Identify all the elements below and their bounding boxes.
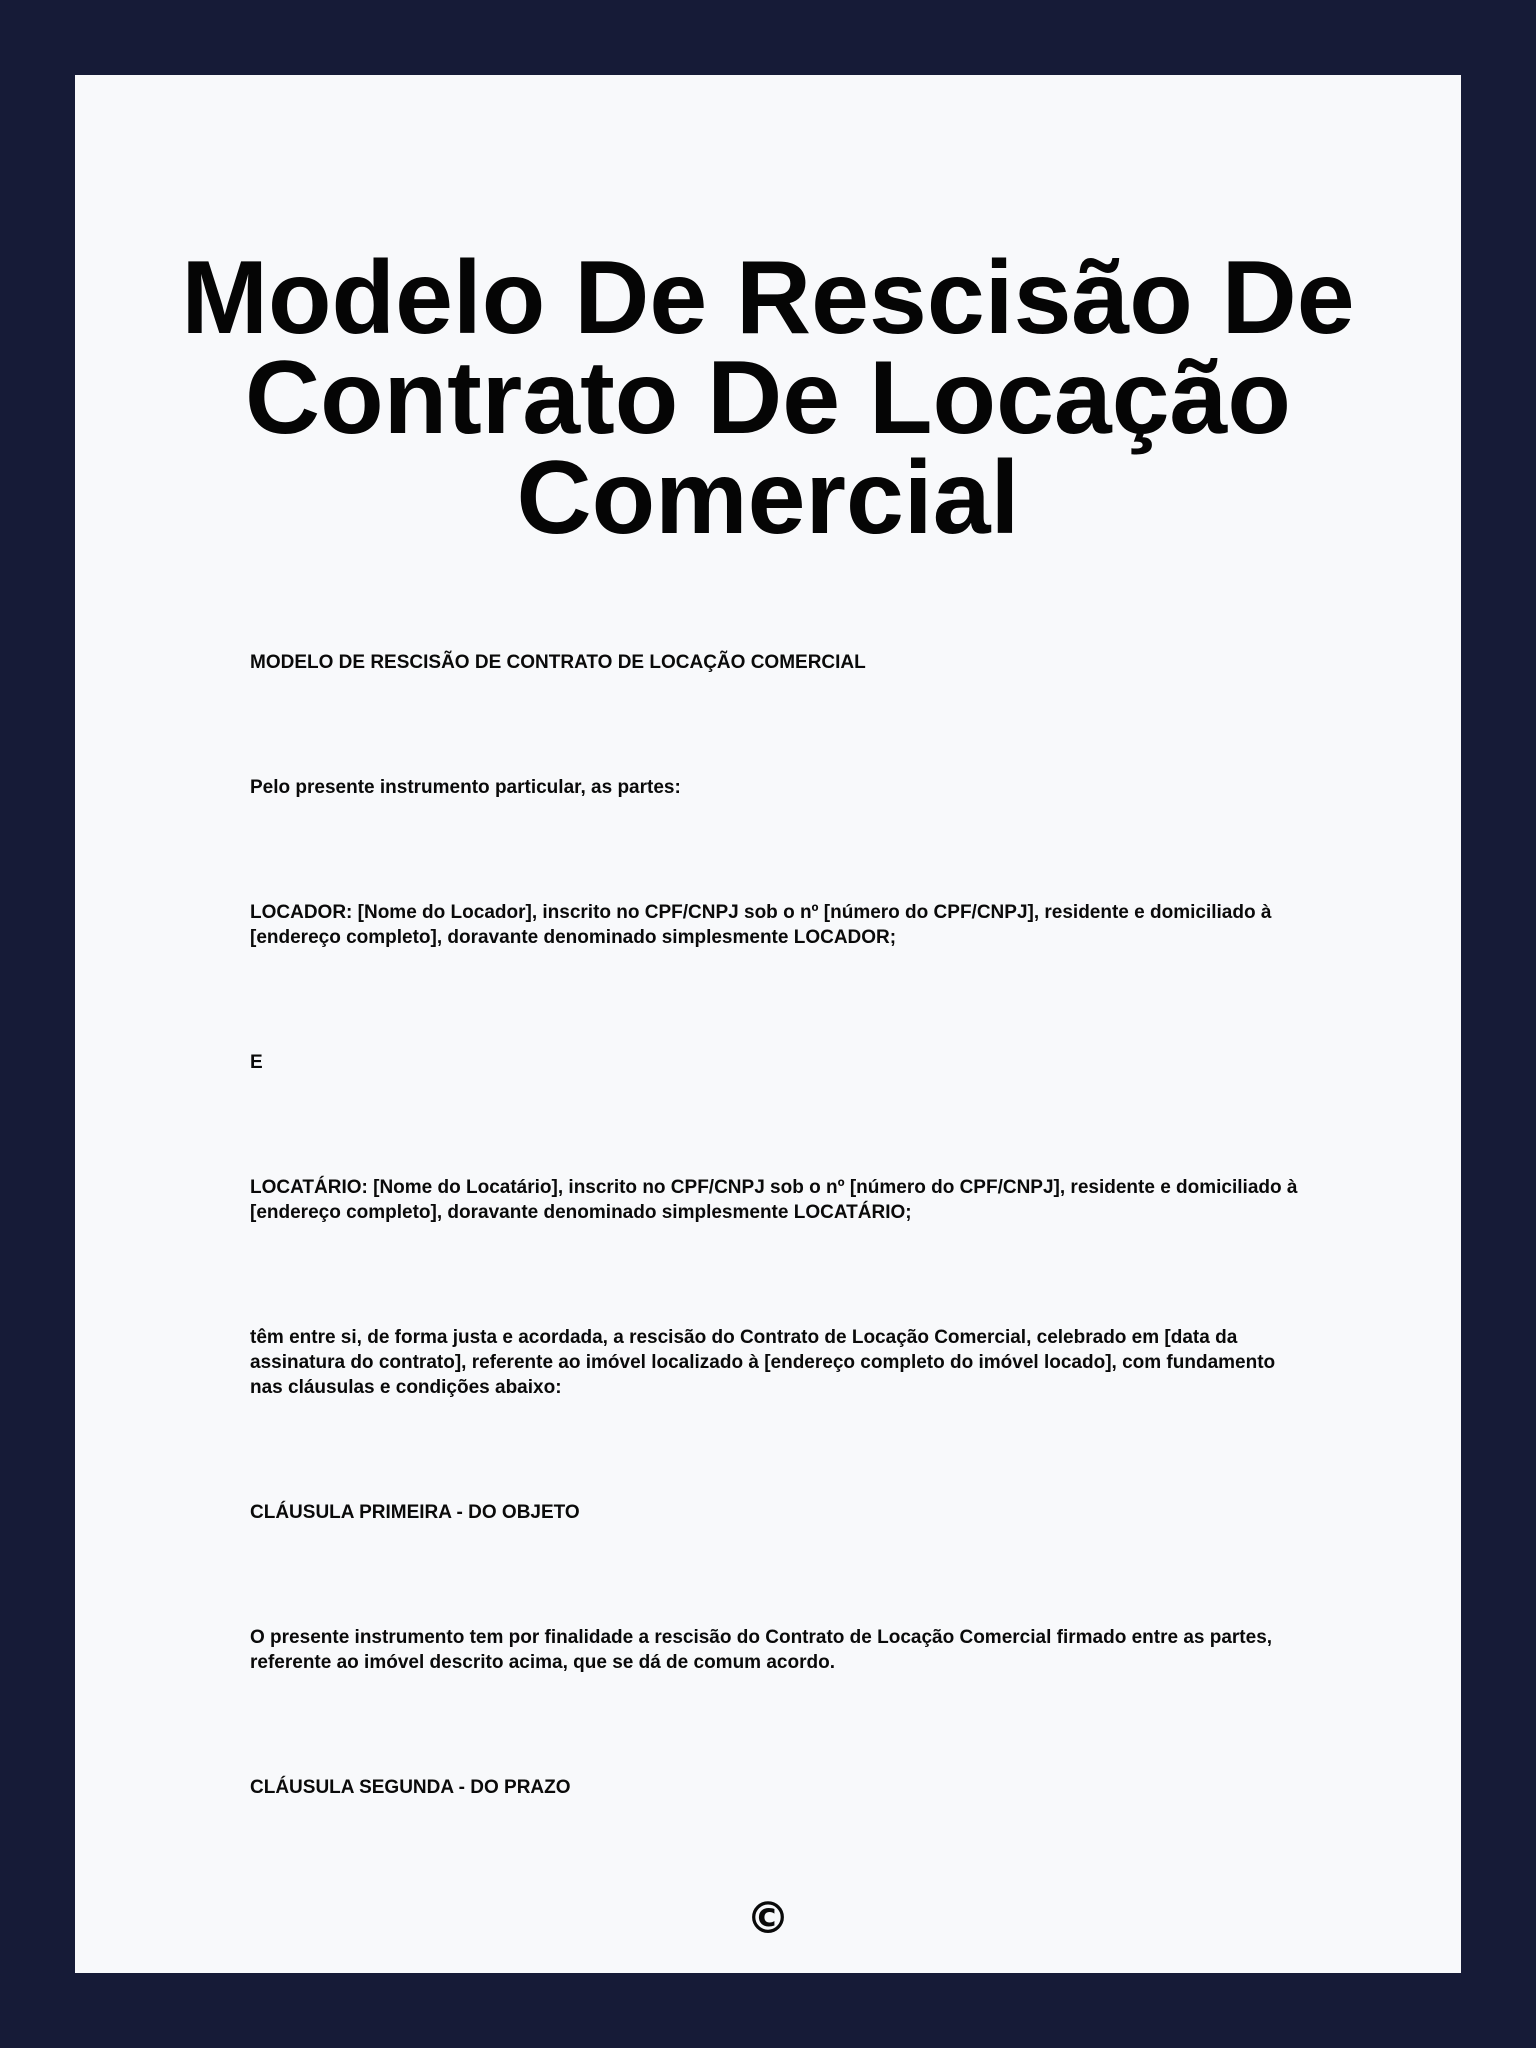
locador-paragraph: LOCADOR: [Nome do Locador], inscrito no CPF/CNPJ sob o nº [número do CPF/CNPJ], residente e domiciliado à [endereço completo], doravante denominado simplesmente LOCADOR; [250, 902, 1277, 948]
agreement-paragraph: têm entre si, de forma justa e acordada, a rescisão do Contrato de Locação Comercial, celebrado em [data da assinatura do contrato], referente ao imóvel localizado à [endereço completo do imóvel locado], com fundamento nas cláusulas e condições abaixo: [250, 1327, 1281, 1398]
clause-one-heading: CLÁUSULA PRIMEIRA - DO OBJETO [250, 1502, 580, 1523]
intro-paragraph: Pelo presente instrumento particular, as partes: [250, 777, 681, 798]
document-title: Modelo De Rescisão De Contrato De Locação Comercial [181, 240, 1355, 556]
locatario-paragraph: LOCATÁRIO: [Nome do Locatário], inscrito no CPF/CNPJ sob o nº [número do CPF/CNPJ], residente e domiciliado à [endereço completo], doravante denominado simplesmente LOCATÁRIO; [250, 1177, 1303, 1223]
clause-one-paragraph: O presente instrumento tem por finalidade a rescisão do Contrato de Locação Comercial firmado entre as partes, referente ao imóvel descrito acima, que se dá de comum acordo. [250, 1627, 1278, 1673]
clause-two-heading: CLÁUSULA SEGUNDA - DO PRAZO [250, 1777, 571, 1798]
document-page [75, 75, 1461, 1973]
copyright-icon: © [746, 1893, 790, 1944]
conjunction-paragraph: E [250, 1052, 263, 1073]
document-heading: MODELO DE RESCISÃO DE CONTRATO DE LOCAÇÃO COMERCIAL [250, 652, 866, 673]
